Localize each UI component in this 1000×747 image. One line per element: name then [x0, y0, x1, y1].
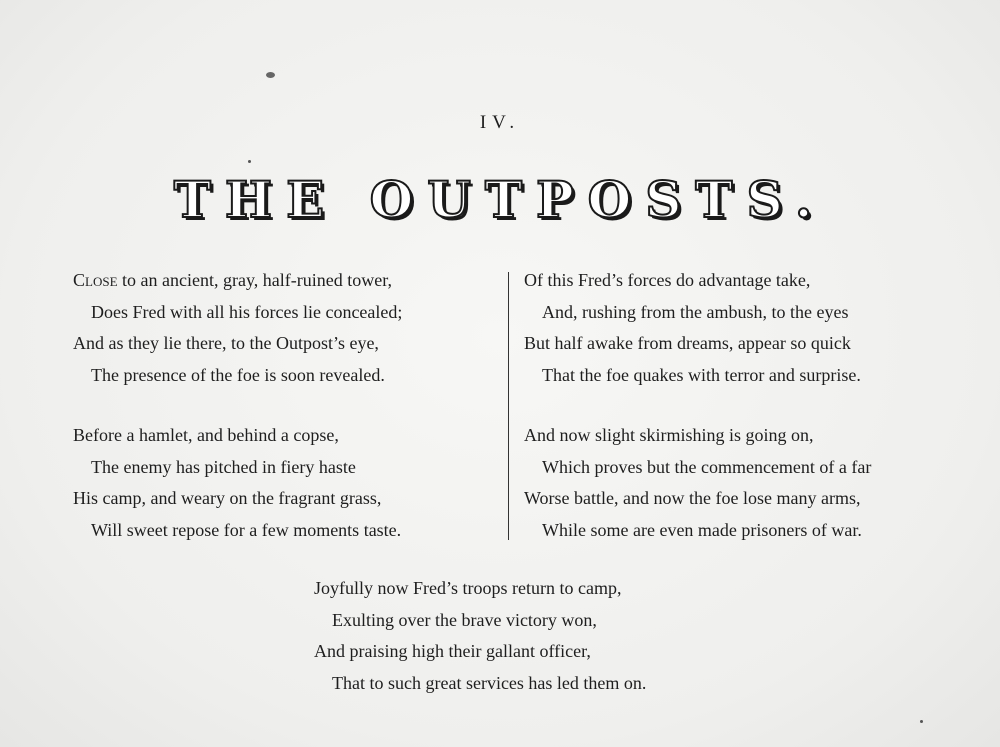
- poem-line: Exulting over the brave victory won,: [332, 609, 597, 630]
- poem-line: The enemy has pitched in fiery haste: [91, 456, 356, 477]
- poem-line: That to such great services has led them on.: [332, 672, 647, 693]
- chapter-number: IV.: [479, 112, 521, 133]
- stanza-1: [73, 265, 402, 391]
- poem-line: Will sweet repose for a few moments taste.: [91, 519, 402, 540]
- stanza-2: [73, 420, 401, 546]
- paper-speck: [248, 160, 251, 163]
- poem-line: Before a hamlet, and behind a copse,: [73, 425, 339, 445]
- poem-line: And as they lie there, to the Outpost’s eye,: [73, 333, 379, 353]
- poem-line-text: to an ancient, gray, half-ruined tower,: [117, 270, 393, 290]
- poem-line: Does Fred with all his forces lie concealed;: [91, 301, 403, 322]
- poem-line: His camp, and weary on the fragrant grass,: [73, 488, 382, 508]
- poem-line: Which proves but the commencement of a far: [542, 456, 872, 477]
- column-divider: [508, 272, 509, 540]
- poem-line: That the foe quakes with terror and surprise.: [542, 364, 861, 385]
- poem-line: Joyfully now Fred’s troops return to camp,: [314, 578, 622, 598]
- poem-line: And now slight skirmishing is going on,: [524, 425, 814, 445]
- stanza-3: [524, 265, 861, 391]
- stanza-4: [524, 420, 871, 546]
- poem-line: But half awake from dreams, appear so quick: [524, 333, 851, 353]
- poem-line: And, rushing from the ambush, to the eyes: [542, 301, 849, 322]
- poem-line: And praising high their gallant officer,: [314, 641, 591, 661]
- poem-line: [73, 265, 402, 297]
- page-title: THE OUTPOSTS.: [173, 170, 827, 229]
- poem-line: The presence of the foe is soon revealed.: [91, 364, 385, 385]
- stanza-5: [314, 573, 646, 699]
- small-caps-opening-word: Close: [73, 270, 118, 290]
- poem-line: Of this Fred’s forces do advantage take,: [524, 270, 811, 290]
- paper-speck: [920, 720, 923, 723]
- paper-blemish: [266, 72, 275, 78]
- poem-line: While some are even made prisoners of war.: [542, 519, 862, 540]
- poem-line: Worse battle, and now the foe lose many arms,: [524, 488, 861, 508]
